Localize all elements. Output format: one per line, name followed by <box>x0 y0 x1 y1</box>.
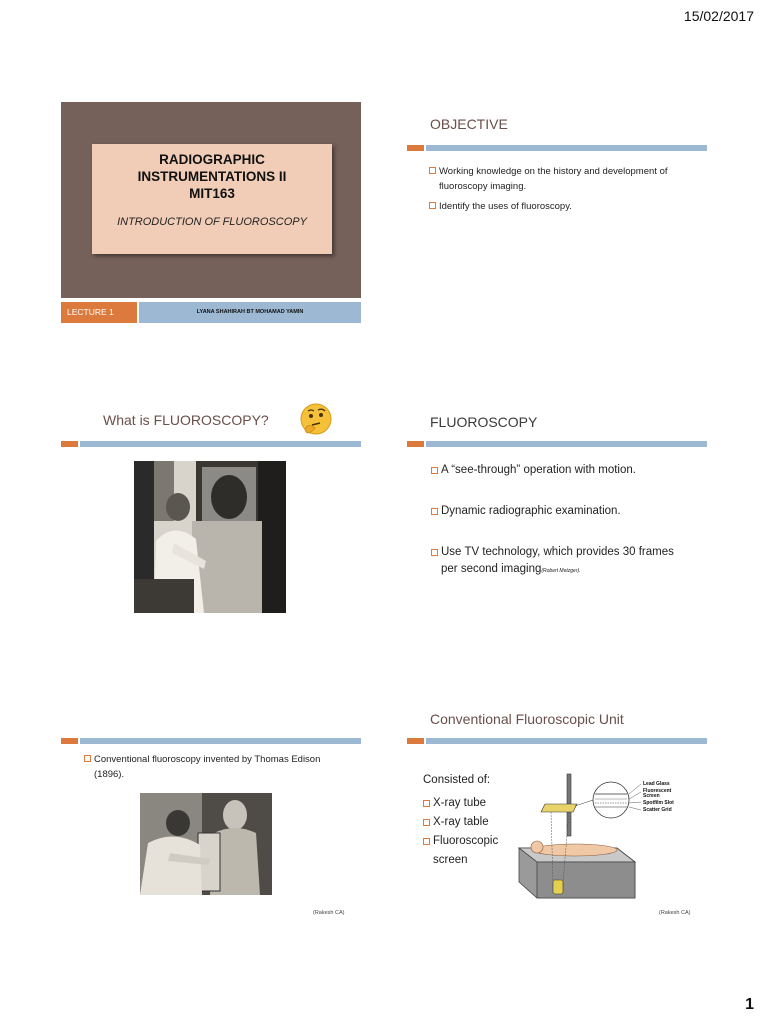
objective-list <box>429 164 679 214</box>
diagram-label-lead-glass: Lead Glass <box>643 781 670 787</box>
edison-photo <box>140 793 272 895</box>
list-item: A “see-through” operation with motion. <box>431 462 693 479</box>
image-credit: (Rakesh CA) <box>313 910 345 916</box>
diagram-label-fluorescent-screen: Fluorescent <box>643 788 672 794</box>
components-list <box>423 794 515 870</box>
bullet-square-icon <box>423 800 430 807</box>
list-item: Working knowledge on the history and development of fluoroscopy imaging. <box>429 164 679 194</box>
list-item: Fluoroscopic screen <box>423 832 515 870</box>
title-line-3: MIT163 <box>189 186 235 201</box>
citation: (Robert Metzger). <box>541 568 581 574</box>
slide-title <box>61 102 361 324</box>
bullet-square-icon <box>431 508 438 515</box>
course-subtitle: INTRODUCTION OF FLUOROSCOPY <box>117 216 307 228</box>
author-name: LYANA SHAHIRAH BT MOHAMAD YAMIN <box>139 302 361 323</box>
title-rule <box>407 145 707 151</box>
page-number: 1 <box>745 996 754 1013</box>
diagram-label-spotfilm-slot: Spotfilm Slot <box>643 800 674 806</box>
fluoroscopic-unit-diagram <box>515 770 705 900</box>
lead-text: Consisted of: <box>423 774 491 786</box>
edison-list <box>84 752 344 782</box>
fluoroscopy-photo <box>134 461 286 613</box>
title-card <box>92 144 332 254</box>
list-item: Conventional fluoroscopy invented by Thomas Edison (1896). <box>84 752 344 782</box>
bullet-square-icon <box>429 202 436 209</box>
slide-fluoroscopy <box>407 400 707 622</box>
slide-footer <box>61 302 361 323</box>
diagram-label-scatter-grid: Scatter Grid <box>643 807 672 813</box>
slide-title-fluoroscopy: FLUOROSCOPY <box>430 414 538 430</box>
image-credit: (Rakesh CA) <box>659 910 691 916</box>
slide-what-is <box>61 400 361 622</box>
fluoroscopy-list <box>431 462 693 580</box>
page-date: 15/02/2017 <box>683 8 754 24</box>
bullet-square-icon <box>84 755 91 762</box>
list-item: Dynamic radiographic examination. <box>431 503 693 520</box>
slide-title-conventional-unit: Conventional Fluoroscopic Unit <box>430 711 624 727</box>
lecture-label: LECTURE 1 <box>61 302 137 323</box>
list-item: X-ray table <box>423 813 515 832</box>
list-item: Use TV technology, which provides 30 frames per second imaging(Robert Metzger). <box>431 544 693 580</box>
bullet-square-icon <box>423 819 430 826</box>
list-item: X-ray tube <box>423 794 515 813</box>
slide-title-what-is: What is FLUOROSCOPY? <box>103 412 269 428</box>
title-line-1: RADIOGRAPHIC <box>159 152 265 167</box>
bullet-square-icon <box>429 167 436 174</box>
bullet-square-icon <box>423 838 430 845</box>
bullet-square-icon <box>431 549 438 556</box>
list-item: Identify the uses of fluoroscopy. <box>429 199 679 214</box>
title-rule <box>407 441 707 447</box>
slide-objective <box>407 102 707 324</box>
title-rule <box>61 738 361 744</box>
title-rule <box>61 441 361 447</box>
course-title <box>92 151 332 202</box>
thinking-face-icon <box>299 402 333 436</box>
slide-edison <box>61 700 361 922</box>
slide-conventional-unit <box>407 700 707 922</box>
title-rule <box>407 738 707 744</box>
slide-title-objective: OBJECTIVE <box>430 116 508 132</box>
bullet-square-icon <box>431 467 438 474</box>
diagram-label-fluorescent-screen-2: Screen <box>643 793 660 799</box>
title-line-2: INSTRUMENTATIONS II <box>137 169 287 184</box>
